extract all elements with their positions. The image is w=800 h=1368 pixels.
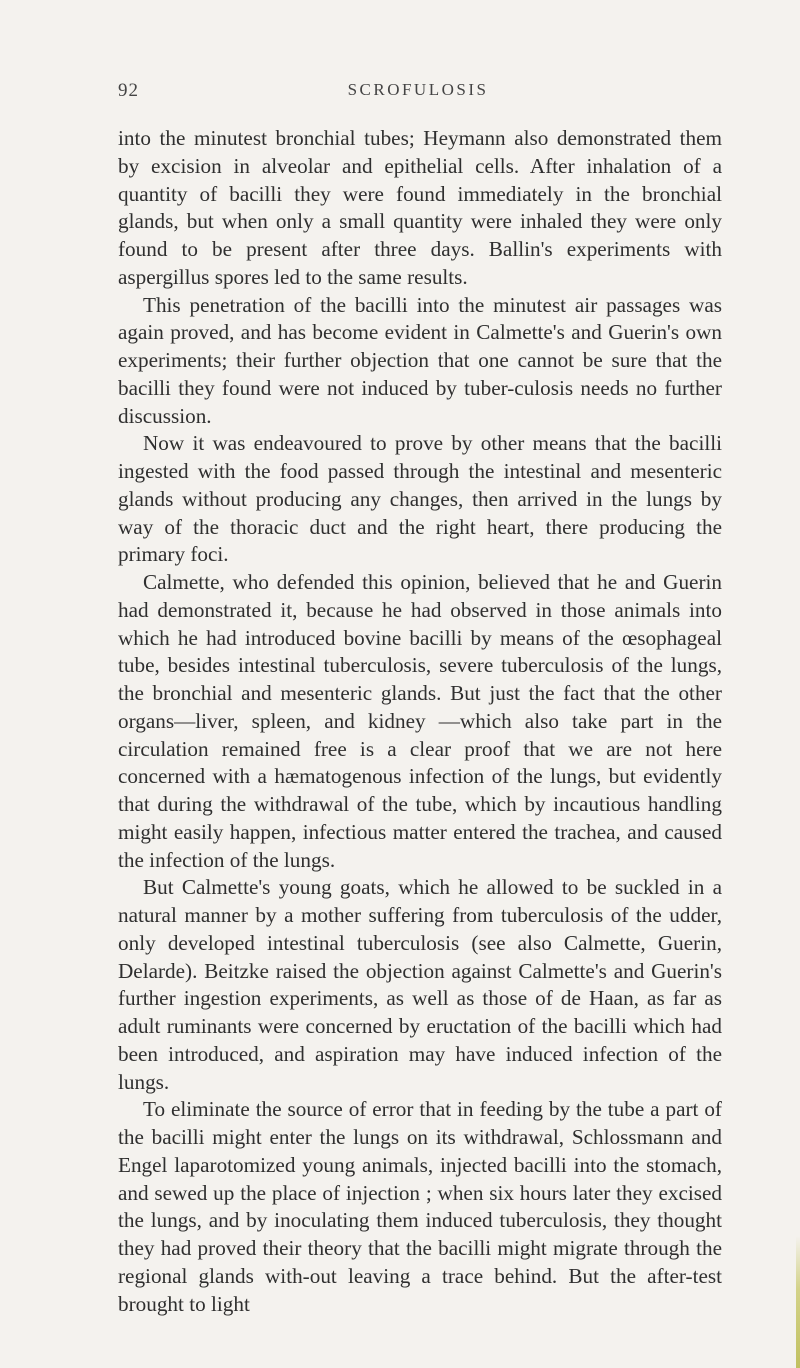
body-text [118, 125, 722, 1318]
page-header [118, 80, 718, 106]
paragraph-1: into the minutest bronchial tubes; Heymann also demonstrated them by excision in alveolar and epithelial cells. After inhalation of a quantity of bacilli they were found immediately in the bronchial glands, but when only a small quantity were inhaled they were only found to be present after three days. Ballin's experiments with aspergillus spores led to the same results. [118, 126, 722, 289]
paragraph-2: This penetration of the bacilli into the minutest air passages was again proved, and has become evident in Calmette's and Guerin's own experiments; their further objection that one cannot be sure that the bacilli they found were not induced by tuber-culosis needs no further discussion. [118, 292, 722, 428]
page-edge-stain [796, 1236, 800, 1368]
paragraph-3: Now it was endeavoured to prove by other means that the bacilli ingested with the food passed through the intestinal and mesenteric glands without producing any changes, then arrived in the lungs by way of the thoracic duct and the right heart, there producing the primary foci. [118, 431, 722, 567]
page-number: 92 [118, 80, 139, 101]
running-head: SCROFULOSIS [347, 80, 489, 99]
paragraph-6: To eliminate the source of error that in feeding by the tube a part of the bacilli might enter the lungs on its withdrawal, Schlossmann and Engel laparotomized young animals, injected bacilli into the stomach, and sewed up the place of injection ; when six hours later they excised the lungs, and by inoculating them induced tuberculosis, they thought they had proved their theory that the bacilli might migrate through the regional glands with-out leaving a trace behind. But the after-test brought to light [118, 1097, 722, 1316]
paragraph-5: But Calmette's young goats, which he allowed to be suckled in a natural manner by a mother suffering from tuberculosis of the udder, only developed intestinal tuberculosis (see also Calmette, Guerin, Delarde). Beitzke raised the objection against Calmette's and Guerin's further ingestion experiments, as well as those of de Haan, as far as adult ruminants were concerned by eructation of the bacilli which had been introduced, and aspiration may have induced infection of the lungs. [118, 875, 722, 1094]
paragraph-4: Calmette, who defended this opinion, believed that he and Guerin had demonstrated it, because he had observed in those animals into which he had introduced bovine bacilli by means of the œsophageal tube, besides intestinal tuberculosis, severe tuberculosis of the lungs, the bronchial and mesenteric glands. But just the fact that the other organs—liver, spleen, and kidney —which also take part in the circulation remained free is a clear proof that we are not here concerned with a hæmatogenous infection of the lungs, but evidently that during the withdrawal of the tube, which by incautious handling might easily happen, infectious matter entered the trachea, and caused the infection of the lungs. [118, 570, 722, 872]
